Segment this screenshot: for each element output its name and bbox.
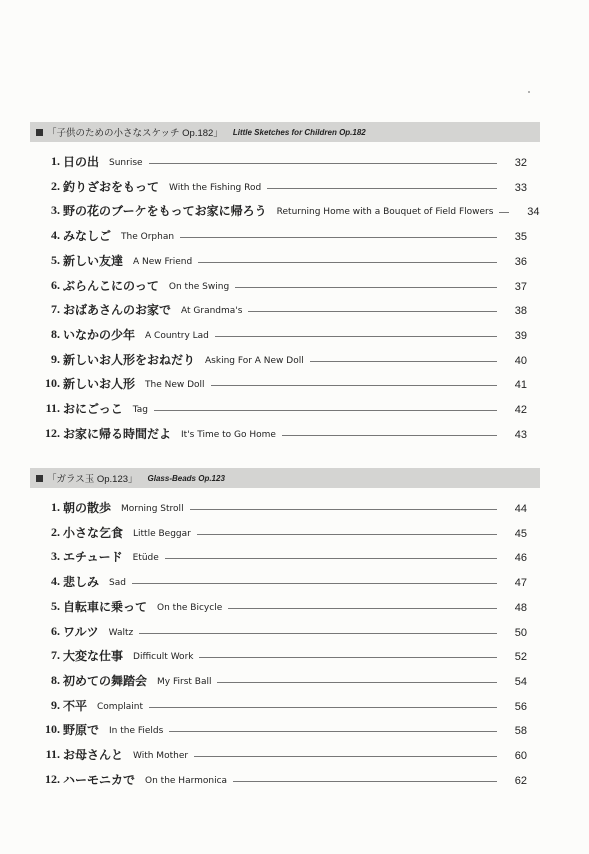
entry-number: 7.: [51, 302, 60, 317]
entry-number: 5.: [51, 252, 60, 267]
entry-jp-title: 釣りざおをもって: [63, 179, 160, 194]
entry-jp-title: おばあさんのお家で: [63, 303, 172, 318]
entry-en-title: A New Friend: [133, 256, 193, 267]
entry-jp-title: エチュード: [63, 550, 123, 565]
entry-jp-title: おにごっこ: [63, 402, 123, 416]
entry-number: 9.: [51, 697, 60, 712]
entry-page-number: 43: [514, 428, 527, 441]
speck: [528, 91, 530, 93]
entry-jp-title: ハーモニカで: [63, 772, 136, 787]
leader-line: [233, 781, 497, 782]
entry-number: 8.: [51, 326, 60, 341]
entry-en-title: On the Harmonica: [145, 775, 228, 786]
leader-line: [149, 163, 497, 164]
toc-entry: [0, 671, 589, 689]
toc-entry: [0, 547, 589, 565]
entry-en-title: Sad: [109, 578, 126, 589]
entry-jp-title: 小さな乞食: [63, 525, 124, 540]
entry-page-number: 46: [514, 552, 527, 565]
leader-line: [132, 583, 497, 584]
entry-jp-title: 自転車に乗って: [63, 599, 148, 614]
entry-en-title: Waltz: [108, 627, 134, 638]
leader-line: [139, 633, 497, 634]
entry-en-title: Morning Stroll: [121, 504, 184, 514]
entry-number: 11.: [45, 747, 60, 761]
square-bullet-icon: [36, 475, 43, 482]
leader-line: [282, 435, 497, 436]
entry-en-title: Difficult Work: [133, 652, 194, 663]
toc-entry: [0, 374, 589, 392]
entry-page-number: 62: [514, 774, 527, 787]
toc-entry: [0, 251, 589, 269]
entry-jp-title: 新しい友達: [63, 253, 124, 268]
entry-jp-title: いなかの少年: [63, 327, 136, 342]
toc-entry: [0, 498, 589, 516]
entry-en-title: Etüde: [132, 553, 159, 564]
entry-page-number: 60: [514, 750, 527, 762]
leader-line: [149, 707, 497, 708]
entry-page-number: 54: [514, 675, 527, 688]
entry-page-number: 32: [514, 157, 527, 169]
entry-en-title: At Grandma's: [181, 306, 243, 317]
leader-line: [211, 385, 497, 386]
leader-line: [169, 731, 497, 732]
entry-en-title: Tag: [132, 405, 149, 415]
toc-entry: [0, 399, 589, 417]
entry-en-title: Little Beggar: [133, 528, 191, 539]
entry-page-number: 36: [514, 255, 527, 268]
leader-line: [194, 756, 497, 757]
entry-number: 8.: [51, 672, 60, 687]
entry-jp-title: 大変な仕事: [63, 649, 124, 664]
entry-jp-title: みなしご: [63, 229, 112, 244]
section-en-title: Glass-Beads Op.123: [147, 473, 225, 483]
entry-page-number: 50: [514, 626, 527, 639]
entry-page-number: 35: [514, 231, 527, 244]
toc-entry: [0, 572, 589, 590]
toc-entry: [0, 152, 589, 170]
toc-entry: [0, 696, 589, 714]
toc-entry: [0, 424, 589, 442]
toc-entry: [0, 745, 589, 763]
entry-jp-title: 野の花のブーケをもってお家に帰ろう: [63, 204, 267, 219]
entry-page-number: 48: [514, 601, 527, 614]
section-header-1: [30, 122, 540, 142]
entry-jp-title: 新しいお人形をおねだり: [63, 352, 196, 367]
entry-en-title: A Country Lad: [145, 330, 209, 341]
leader-line: [154, 410, 497, 411]
entry-page-number: 41: [514, 379, 527, 392]
entry-en-title: My First Ball: [157, 676, 212, 687]
toc-entry: [0, 226, 589, 244]
entry-page-number: 44: [514, 503, 527, 515]
entry-en-title: Returning Home with a Bouquet of Field Flowers: [276, 207, 494, 218]
square-bullet-icon: [36, 129, 43, 136]
entry-page-number: 52: [514, 651, 527, 664]
entry-page-number: 58: [514, 725, 527, 738]
toc-entry: [0, 325, 589, 343]
leader-line: [165, 558, 497, 559]
entry-number: 11.: [45, 401, 60, 415]
entry-jp-title: お家に帰る時間だよ: [63, 426, 172, 441]
leader-line: [310, 361, 497, 362]
entry-jp-title: 初めての舞踏会: [63, 673, 148, 688]
leader-line: [215, 336, 497, 337]
leader-line: [267, 188, 497, 189]
entry-number: 2.: [51, 178, 60, 193]
toc-entry: [0, 597, 589, 615]
entry-page-number: 56: [514, 700, 527, 713]
toc-entry: [0, 523, 589, 541]
toc-entry: [0, 350, 589, 368]
entry-page-number: 47: [514, 577, 527, 590]
entry-number: 5.: [51, 598, 60, 613]
entry-jp-title: 悲しみ: [63, 575, 100, 590]
leader-line: [228, 608, 497, 609]
entry-number: 7.: [51, 648, 60, 663]
leader-line: [190, 509, 497, 510]
entry-number: 1.: [51, 500, 60, 514]
entry-jp-title: ぶらんこにのって: [63, 278, 159, 293]
toc-entry: [0, 276, 589, 294]
entry-en-title: The Orphan: [121, 232, 175, 243]
entry-en-title: With Mother: [133, 751, 189, 761]
entry-page-number: 39: [514, 329, 527, 342]
section-jp-title: 「ガラス玉 Op.123」: [47, 474, 138, 485]
section-jp-title: 「子供のための小さなスケッチ Op.182」: [47, 128, 223, 139]
entry-en-title: On the Bicycle: [157, 602, 223, 613]
entry-page-number: 45: [514, 527, 527, 540]
entry-jp-title: ワルツ: [63, 624, 99, 639]
entry-en-title: In the Fields: [109, 726, 164, 737]
entry-number: 4.: [51, 228, 60, 243]
leader-line: [235, 287, 497, 288]
entry-number: 9.: [51, 351, 60, 366]
toc-entry: [0, 201, 589, 219]
entry-number: 2.: [51, 524, 60, 539]
toc-entry: [0, 300, 589, 318]
toc-entry: [0, 770, 589, 788]
entry-page-number: 40: [514, 354, 527, 367]
entry-en-title: The New Doll: [145, 380, 205, 391]
section-en-title: Little Sketches for Children Op.182: [232, 127, 366, 137]
leader-line: [217, 682, 497, 683]
leader-line: [199, 657, 497, 658]
entry-page-number: 38: [514, 305, 527, 318]
leader-line: [198, 262, 497, 263]
entry-number: 10.: [45, 376, 60, 391]
entry-page-number: 34: [527, 206, 540, 219]
entry-page-number: 33: [514, 181, 527, 194]
entry-number: 1.: [51, 154, 60, 168]
toc-entry: [0, 646, 589, 664]
leader-line: [499, 212, 509, 213]
entry-number: 3.: [51, 549, 60, 564]
entry-number: 12.: [45, 771, 60, 786]
entry-page-number: 37: [514, 280, 527, 293]
entry-en-title: Asking For A New Doll: [205, 355, 304, 366]
entry-number: 4.: [51, 574, 60, 589]
entry-en-title: With the Fishing Rod: [169, 182, 262, 193]
entry-number: 10.: [45, 722, 60, 737]
entry-number: 12.: [45, 425, 60, 440]
entry-jp-title: 野原で: [63, 723, 100, 738]
leader-line: [180, 237, 497, 238]
section-header-2: [30, 468, 540, 488]
toc-entry: [0, 622, 589, 640]
entry-page-number: 42: [514, 404, 527, 416]
entry-en-title: Complaint: [97, 701, 144, 712]
toc-entry: [0, 177, 589, 195]
entry-number: 3.: [51, 203, 60, 218]
entry-number: 6.: [51, 277, 60, 292]
entry-jp-title: 不平: [63, 698, 88, 713]
entry-en-title: It's Time to Go Home: [181, 429, 276, 440]
entry-jp-title: お母さんと: [63, 748, 124, 762]
entry-number: 6.: [51, 623, 60, 638]
entry-en-title: Sunrise: [109, 158, 143, 168]
entry-jp-title: 新しいお人形: [63, 377, 136, 392]
toc-entry: [0, 720, 589, 738]
entry-jp-title: 朝の散歩: [63, 501, 112, 515]
leader-line: [248, 311, 497, 312]
entry-jp-title: 日の出: [63, 155, 100, 169]
leader-line: [197, 534, 497, 535]
entry-en-title: On the Swing: [168, 281, 230, 292]
